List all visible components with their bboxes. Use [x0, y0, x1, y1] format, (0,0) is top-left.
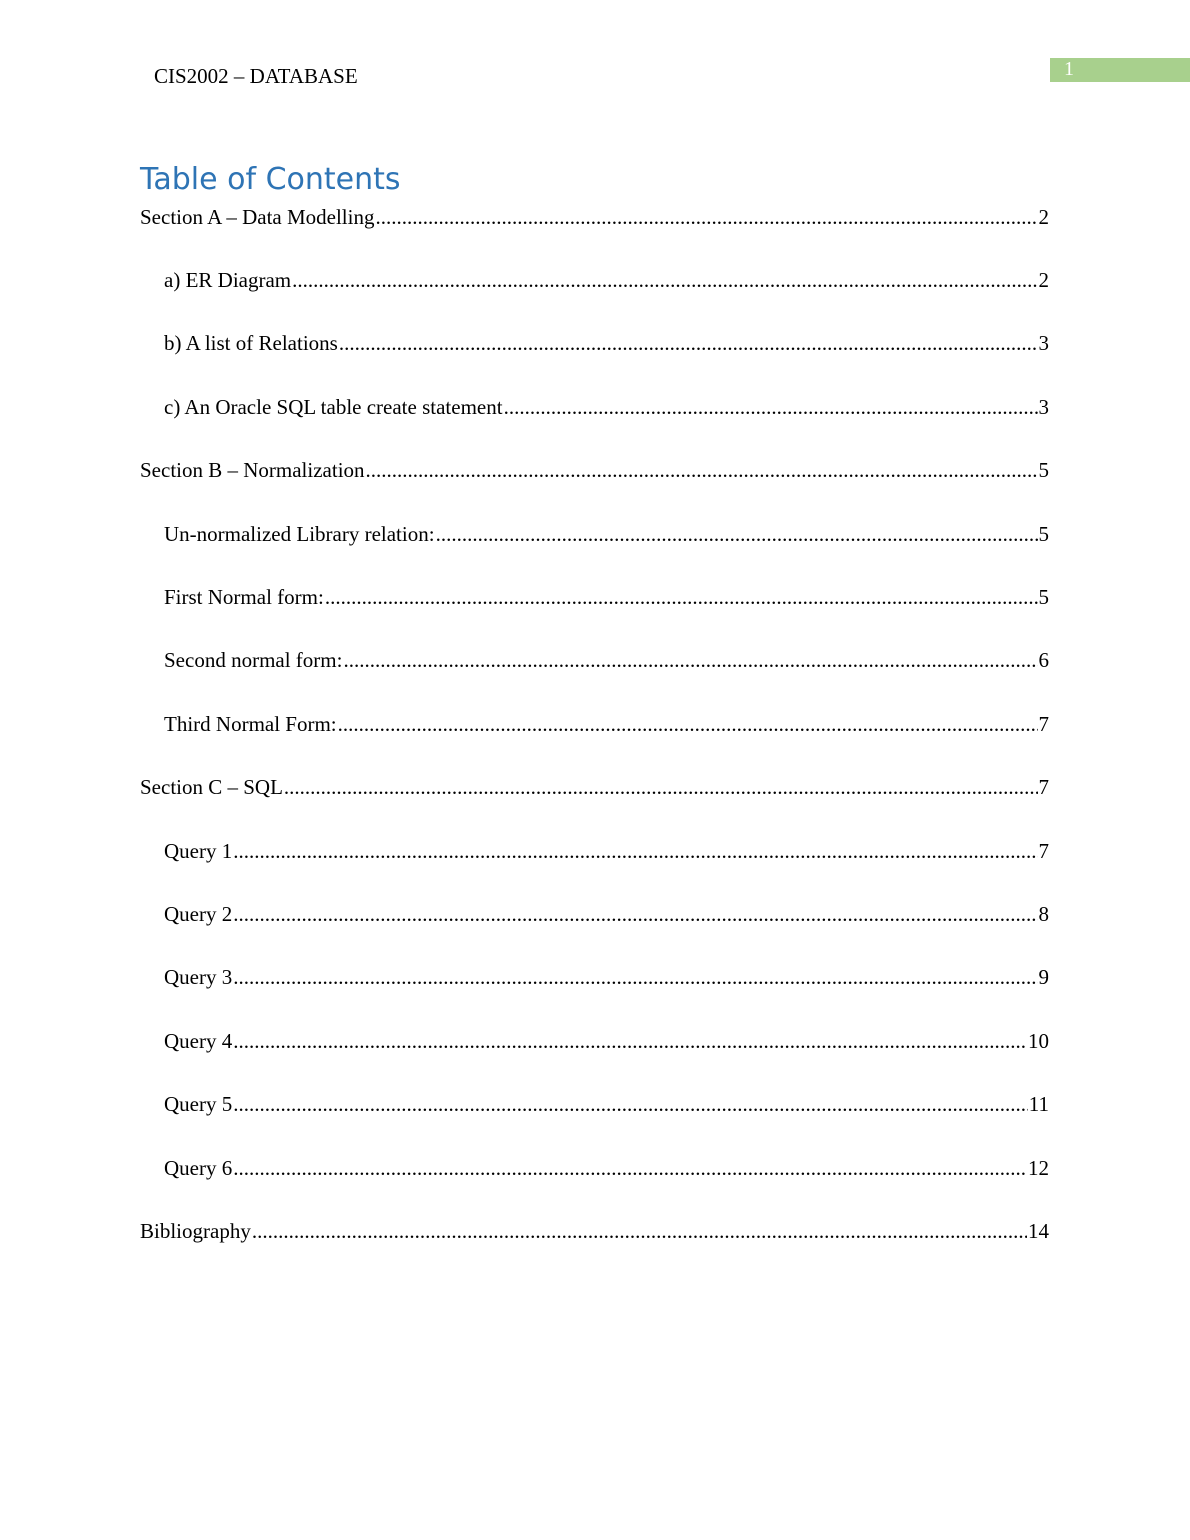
- toc-entry-page: 9: [1038, 965, 1049, 989]
- toc-dot-leader: [252, 1216, 1027, 1246]
- toc-entry-label: Second normal form:: [164, 648, 343, 672]
- toc-entry-label: Section A – Data Modelling: [140, 205, 375, 229]
- toc-entry-page: 2: [1038, 205, 1049, 229]
- toc-entry-first-normal-form[interactable]: [164, 582, 1049, 612]
- toc-dot-leader: [504, 392, 1038, 422]
- toc-dot-leader: [233, 962, 1037, 992]
- toc-entry-second-normal-form[interactable]: [164, 645, 1049, 675]
- toc-entry-query-2[interactable]: [164, 899, 1049, 929]
- toc-dot-leader: [366, 455, 1038, 485]
- toc-entry-label: Query 5: [164, 1092, 233, 1116]
- toc-entry-section-c[interactable]: [140, 772, 1049, 802]
- toc-entry-third-normal-form[interactable]: [164, 709, 1049, 739]
- toc-dot-leader: [436, 519, 1038, 549]
- toc-entry-query-4[interactable]: [164, 1026, 1049, 1056]
- toc-entry-query-6[interactable]: [164, 1153, 1049, 1183]
- toc-entry-page: 6: [1038, 648, 1049, 672]
- toc-entry-label: Query 1: [164, 839, 233, 863]
- toc-entry-label: c) An Oracle SQL table create statement: [164, 395, 503, 419]
- toc-entry-section-b[interactable]: [140, 455, 1049, 485]
- toc-dot-leader: [292, 265, 1037, 295]
- toc-entry-label: Query 3: [164, 965, 233, 989]
- toc-entry-page: 3: [1038, 395, 1049, 419]
- toc-entry-oracle-sql-create[interactable]: [164, 392, 1049, 422]
- toc-entry-label: Query 6: [164, 1156, 233, 1180]
- toc-entry-page: 7: [1038, 775, 1049, 799]
- toc-entry-page: 7: [1038, 712, 1049, 736]
- page-number-badge: [1050, 58, 1190, 82]
- toc-entry-page: 5: [1038, 458, 1049, 482]
- toc-entry-page: 5: [1038, 522, 1049, 546]
- toc-entry-query-1[interactable]: [164, 836, 1049, 866]
- toc-entry-page: 8: [1038, 902, 1049, 926]
- toc-entry-page: 7: [1038, 839, 1049, 863]
- toc-entry-label: First Normal form:: [164, 585, 324, 609]
- toc-dot-leader: [284, 772, 1038, 802]
- toc-dot-leader: [233, 836, 1037, 866]
- toc-entry-label: Query 4: [164, 1029, 233, 1053]
- toc-entry-page: 12: [1028, 1156, 1049, 1180]
- toc-entry-label: Bibliography: [140, 1219, 251, 1243]
- toc-entry-label: Un-normalized Library relation:: [164, 522, 435, 546]
- toc-dot-leader: [233, 1026, 1027, 1056]
- toc-dot-leader: [343, 645, 1037, 675]
- toc-entry-list-of-relations[interactable]: [164, 328, 1049, 358]
- toc-dot-leader: [233, 1089, 1028, 1119]
- toc-entry-label: a) ER Diagram: [164, 268, 292, 292]
- toc-entry-label: Query 2: [164, 902, 233, 926]
- toc-entry-bibliography[interactable]: [140, 1216, 1049, 1246]
- toc-entry-label: Third Normal Form:: [164, 712, 337, 736]
- toc-entry-page: 10: [1028, 1029, 1049, 1053]
- toc-dot-leader: [375, 202, 1037, 232]
- toc-entry-page: 14: [1028, 1219, 1049, 1243]
- toc-dot-leader: [339, 328, 1038, 358]
- toc-entry-page: 5: [1038, 585, 1049, 609]
- toc-dot-leader: [233, 899, 1037, 929]
- toc-entry-query-3[interactable]: [164, 962, 1049, 992]
- toc-entry-label: b) A list of Relations: [164, 331, 338, 355]
- toc-heading: Table of Contents: [140, 162, 401, 197]
- toc-dot-leader: [233, 1153, 1027, 1183]
- page-number: 1: [1064, 58, 1074, 80]
- toc-entry-unnormalized-relation[interactable]: [164, 519, 1049, 549]
- toc-entry-page: 11: [1028, 1092, 1049, 1116]
- toc-dot-leader: [325, 582, 1038, 612]
- toc-entry-section-a[interactable]: [140, 202, 1049, 232]
- toc-entry-er-diagram[interactable]: [164, 265, 1049, 295]
- toc-dot-leader: [338, 709, 1038, 739]
- header-title: CIS2002 – DATABASE: [154, 64, 358, 88]
- toc-entry-label: Section C – SQL: [140, 775, 283, 799]
- toc-entry-page: 3: [1038, 331, 1049, 355]
- toc-entry-query-5[interactable]: [164, 1089, 1049, 1119]
- toc-entry-label: Section B – Normalization: [140, 458, 365, 482]
- toc-entry-page: 2: [1038, 268, 1049, 292]
